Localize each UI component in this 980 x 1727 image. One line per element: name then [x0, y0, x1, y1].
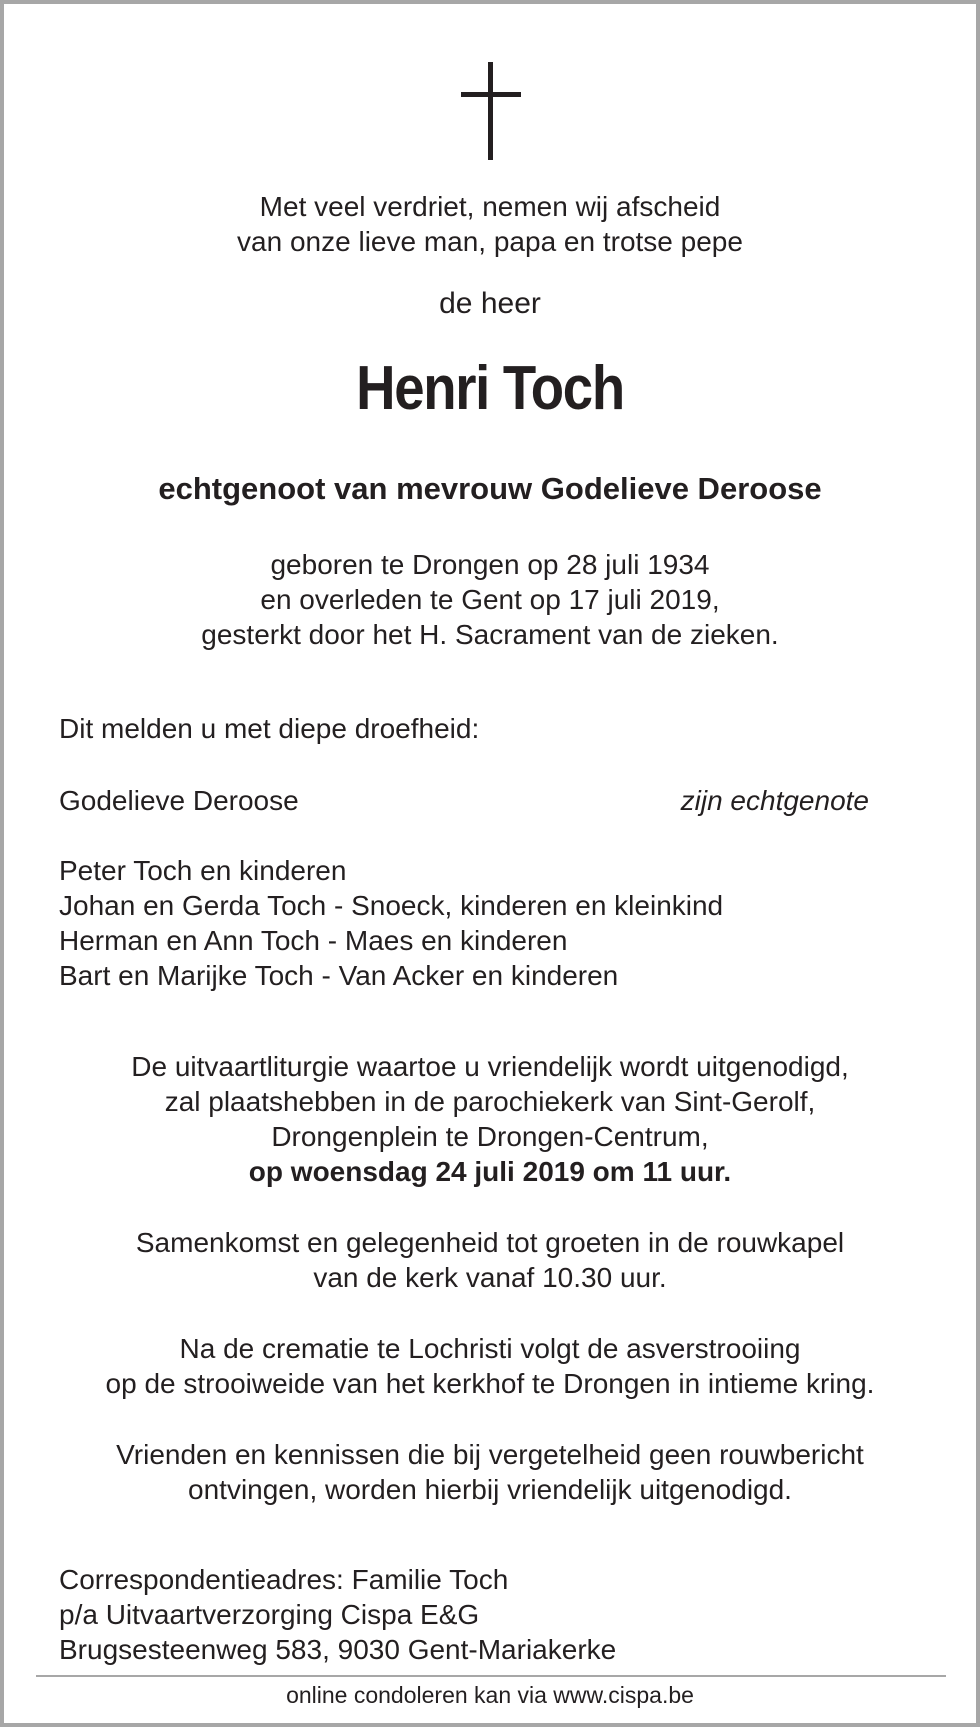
cremation-line: op de strooiweide van het kerkhof te Drongen in intieme kring. [105, 1368, 875, 1399]
birth-death-line: gesterkt door het H. Sacrament van de zieken. [201, 619, 779, 650]
friends-line: Vrienden en kennissen die bij vergetelheid geen rouwbericht [116, 1439, 864, 1470]
address-line: p/a Uitvaartverzorging Cispa E&G [59, 1599, 480, 1630]
funeral-line: De uitvaartliturgie waartoe u vriendelijk wordt uitgenodigd, [131, 1051, 849, 1082]
title-prefix: de heer [439, 287, 541, 320]
gathering-line: van de kerk vanaf 10.30 uur. [313, 1262, 667, 1293]
spouse-name: Godelieve Deroose [59, 785, 299, 816]
spouse-line: echtgenoot van mevrouw Godelieve Deroose [158, 471, 822, 506]
friends-line: ontvingen, worden hierbij vriendelijk uitgenodigd. [188, 1474, 792, 1505]
children-list [59, 853, 723, 993]
friends-invitation [40, 1437, 940, 1507]
cremation-line: Na de crematie te Lochristi volgt de asverstrooiing [179, 1333, 801, 1364]
intro-line: Met veel verdriet, nemen wij afscheid [259, 191, 721, 222]
birth-death-line: en overleden te Gent op 17 juli 2019, [260, 584, 720, 615]
funeral-date: op woensdag 24 juli 2019 om 11 uur. [248, 1156, 732, 1187]
address-line: Brugsesteenweg 583, 9030 Gent-Mariakerke [59, 1634, 617, 1665]
child-entry: Bart en Marijke Toch - Van Acker en kinderen [59, 960, 619, 991]
announcement: Dit melden u met diepe droefheid: [59, 713, 480, 744]
birth-death-info [40, 547, 940, 652]
intro-line: van onze lieve man, papa en trotse pepe [237, 226, 743, 257]
birth-death-line: geboren te Drongen op 28 juli 1934 [270, 549, 710, 580]
child-entry: Herman en Ann Toch - Maes en kinderen [59, 925, 568, 956]
cross-icon [461, 62, 521, 160]
funeral-line: zal plaatshebben in de parochiekerk van Sint-Gerolf, [164, 1086, 816, 1117]
gathering-line: Samenkomst en gelegenheid tot groeten in de rouwkapel [135, 1227, 845, 1258]
gathering-info [40, 1225, 940, 1295]
footer-condolence: online condoleren kan via www.cispa.be [286, 1682, 694, 1708]
funeral-info [40, 1049, 940, 1189]
spouse-relation: zijn echtgenote [680, 785, 869, 816]
intro-text [40, 189, 940, 259]
child-entry: Peter Toch en kinderen [59, 855, 347, 886]
funeral-line: Drongenplein te Drongen-Centrum, [271, 1121, 709, 1152]
address-line: Correspondentieadres: Familie Toch [59, 1564, 509, 1595]
footer-divider [36, 1675, 946, 1677]
child-entry: Johan en Gerda Toch - Snoeck, kinderen en kleinkind [59, 890, 724, 921]
deceased-name: Henri Toch [356, 354, 624, 423]
cremation-info [40, 1331, 940, 1401]
correspondence-address [59, 1562, 616, 1667]
spouse-row [59, 783, 869, 818]
